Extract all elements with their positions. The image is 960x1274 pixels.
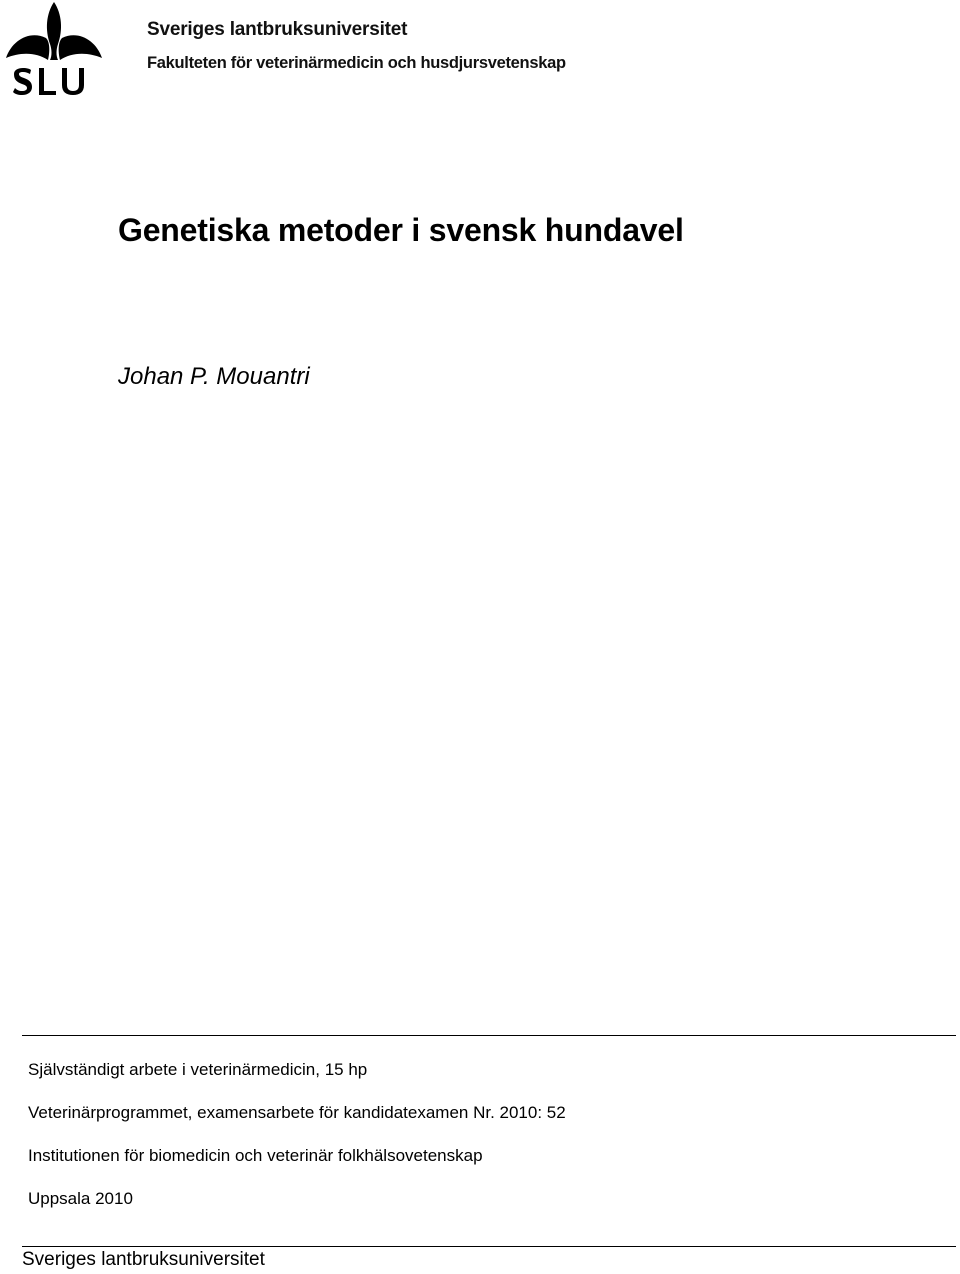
- info-department: Institutionen för biomedicin och veterinär folkhälsovetenskap: [28, 1146, 483, 1165]
- document-author: Johan P. Mouantri: [118, 363, 310, 390]
- info-course: Självständigt arbete i veterinärmedicin, 15 hp: [28, 1060, 368, 1079]
- document-title: Genetiska metoder i svensk hundavel: [118, 212, 684, 248]
- divider-bottom: [22, 1246, 956, 1247]
- university-name: Sveriges lantbruksuniversitet: [147, 19, 408, 40]
- info-program: Veterinärprogrammet, examensarbete för kandidatexamen Nr. 2010: 52: [28, 1103, 566, 1122]
- footer-university: Sveriges lantbruksuniversitet: [22, 1249, 265, 1270]
- info-place-year: Uppsala 2010: [28, 1189, 133, 1208]
- header-institution: [147, 18, 566, 74]
- divider-top: [22, 1035, 956, 1036]
- faculty-name: Fakulteten för veterinärmedicin och husdjursvetenskap: [147, 54, 566, 72]
- slu-logo: [2, 0, 106, 104]
- slu-leaf-icon: [2, 0, 106, 104]
